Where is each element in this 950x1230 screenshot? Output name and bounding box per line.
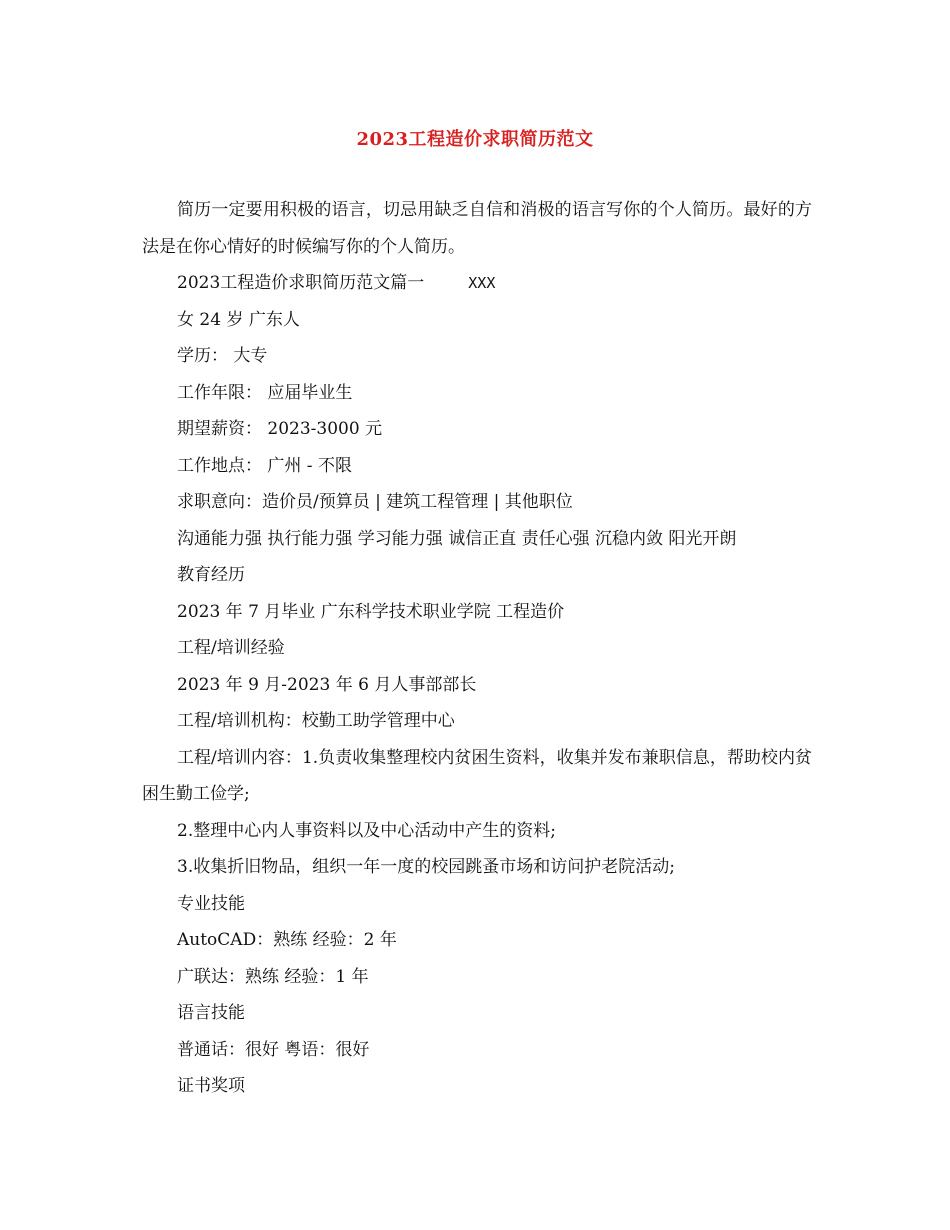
line-work-years: 工作年限： 应届毕业生 bbox=[177, 382, 353, 403]
line-project-period: 2023 年 9 月-2023 年 6 月人事部部长 bbox=[177, 674, 477, 695]
line-education: 学历： 大专 bbox=[177, 346, 268, 366]
section-skills-heading: 专业技能 bbox=[177, 893, 245, 914]
line-education-record: 2023 年 7 月毕业 广东科学技术职业学院 工程造价 bbox=[177, 601, 565, 622]
intro-paragraph: 简历一定要用积极的语言，切忌用缺乏自信和消极的语言写你的个人简历。最好的方法是在你心情好的时候编写你的个人简历。 bbox=[142, 200, 812, 257]
line-project-item-2: 2.整理中心内人事资料以及中心活动中产生的资料; bbox=[177, 820, 556, 841]
line-work-location: 工作地点： 广州 - 不限 bbox=[177, 455, 352, 476]
line-expected-salary: 期望薪资： 2023-3000 元 bbox=[177, 419, 383, 439]
line-skill-autocad: AutoCAD：熟练 经验：2 年 bbox=[177, 930, 397, 950]
line-job-intention: 求职意向：造价员/预算员 | 建筑工程管理 | 其他职位 bbox=[177, 492, 573, 512]
line-personal-traits: 沟通能力强 执行能力强 学习能力强 诚信正直 责任心强 沉稳内敛 阳光开朗 bbox=[177, 528, 737, 549]
line-project-item-3: 3.收集折旧物品，组织一年一度的校园跳蚤市场和访问护老院活动; bbox=[177, 857, 675, 877]
line-project-org: 工程/培训机构：校勤工助学管理中心 bbox=[177, 711, 455, 731]
section-project-heading: 工程/培训经验 bbox=[177, 638, 285, 658]
document-title: 2023工程造价求职简历范文 bbox=[356, 129, 594, 150]
resume-header-line bbox=[142, 265, 812, 302]
candidate-name: XXX bbox=[468, 274, 496, 292]
resume-header-text: 2023工程造价求职简历范文篇一 bbox=[177, 273, 425, 293]
section-certificates-heading: 证书奖项 bbox=[177, 1076, 245, 1096]
project-content-paragraph: 工程/培训内容：1.负责收集整理校内贫困生资料，收集并发布兼职信息，帮助校内贫困生勤工俭学; bbox=[142, 747, 812, 804]
line-skill-glodon: 广联达：熟练 经验：1 年 bbox=[177, 966, 369, 987]
line-language-skills: 普通话：很好 粤语：很好 bbox=[177, 1039, 370, 1060]
document-body bbox=[142, 192, 812, 1105]
section-language-heading: 语言技能 bbox=[177, 1003, 245, 1023]
line-gender-age: 女 24 岁 广东人 bbox=[177, 309, 300, 330]
section-education-heading: 教育经历 bbox=[177, 565, 245, 585]
